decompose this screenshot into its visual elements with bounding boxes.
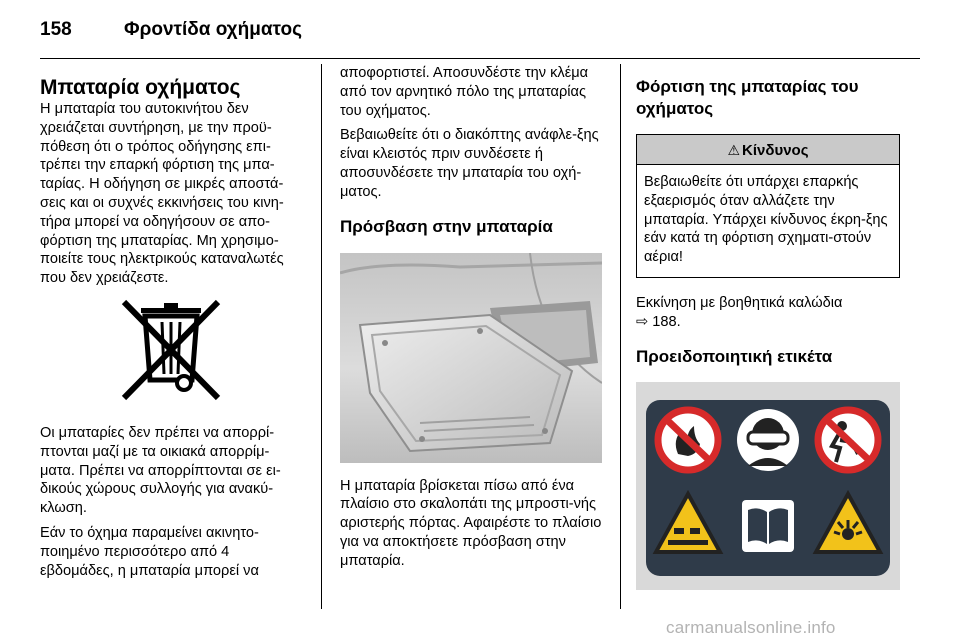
jump-start-text: Εκκίνηση με βοηθητικά καλώδια <box>636 294 843 311</box>
section-heading-battery-charging: Φόρτιση της μπαταρίας του οχήματος <box>636 77 859 118</box>
danger-notice <box>636 134 900 278</box>
jump-start-page-link[interactable]: 188. <box>652 313 681 330</box>
section-heading-warning-label: Προειδοποιητική ετικέτα <box>636 346 833 366</box>
battery-storage-paragraph: Εάν το όχημα παραμείνει ακινητο-ποιημένο περισσότερο από 4 εβδομάδες, η μπαταρία μπορεί να <box>40 524 259 579</box>
jump-start-reference <box>636 294 900 332</box>
column-middle <box>340 64 602 577</box>
disconnect-terminal-paragraph: αποφορτιστεί. Αποσυνδέστε την κλέμα από τον αρνητικό πόλο της μπαταρίας του οχήματος. <box>340 65 589 119</box>
danger-notice-text: Βεβαιωθείτε ότι υπάρχει επαρκής εξαερισμός όταν αλλάζετε την μπαταρία. Υπάρχει κίνδυνος έκρη-ξης εάν κατά τη φόρτιση σχηματι-στούν αέρια! <box>644 174 888 266</box>
eye-protection-sign-icon <box>737 409 799 471</box>
section-heading-battery-access: Πρόσβαση στην μπαταρία <box>340 216 553 236</box>
battery-access-photo <box>340 253 602 463</box>
page-number: 158 <box>40 19 72 40</box>
ignition-off-paragraph: Βεβαιωθείτε ότι ο διακόπτης ανάφλε-ξης είναι κλειστός πριν συνδέσετε ή αποσυνδέσετε την μπαταρία του οχή-ματος. <box>340 127 599 200</box>
column-left <box>40 64 302 586</box>
battery-location-paragraph: Η μπαταρία βρίσκεται πίσω από ένα πλαίσιο στο σκαλοπάτι της μπροστι-νής αριστερής πόρτας. Αφαιρέστε το πλαίσιο για να αποκτήσετε πρόσβαση στην μπαταρία. <box>340 477 602 569</box>
danger-notice-body <box>637 165 899 277</box>
keep-children-away-sign-icon <box>818 410 878 470</box>
reference-arrow-icon: ⇨ <box>636 313 649 330</box>
watermark: carmanualsonline.info <box>666 618 836 637</box>
battery-disposal-paragraph: Οι μπαταρίες δεν πρέπει να απορρί-πτονται μαζί με τα οικιακά απορρίμ-ματα. Πρέπει να απορρίπτονται σε ει-δικούς χώρους συλλογής για ανακύ-κλωση. <box>40 424 281 517</box>
read-manual-sign-icon <box>742 500 794 552</box>
danger-notice-title: Κίνδυνος <box>742 142 809 159</box>
warning-triangle-icon: ⚠ <box>727 142 741 158</box>
danger-notice-header <box>637 135 899 165</box>
column-right <box>636 64 900 590</box>
disposal-symbol <box>40 298 302 408</box>
crossed-bin-icon <box>112 298 230 408</box>
battery-warning-label-image <box>636 382 900 590</box>
no-fire-sign-icon <box>658 410 718 470</box>
column-divider-left <box>321 64 322 609</box>
column-divider-right <box>620 64 621 609</box>
battery-maintenance-paragraph: Η μπαταρία του αυτοκινήτου δεν χρειάζεται συντήρηση, με την προϋ-πόθεση ότι ο τρόπος οδήγησης επι-τρέπει την επαρκή φόρτιση της μπα-ταρίας. Η οδήγηση σε μικρές αποστά-σεις και οι συχνές εκκινήσεις του κινη-τήρα μπορεί να οδηγήσουν σε απο-φόρτιση της μπαταρίας. Μη χρησιμο-ποιείτε τους ηλεκτρικούς καταναλωτές που δεν χρειάζεστε. <box>40 101 284 287</box>
header-rule <box>40 58 920 59</box>
running-title: Φροντίδα οχήματος <box>124 19 302 40</box>
section-heading-vehicle-battery: Μπαταρία οχήματος <box>40 76 241 99</box>
